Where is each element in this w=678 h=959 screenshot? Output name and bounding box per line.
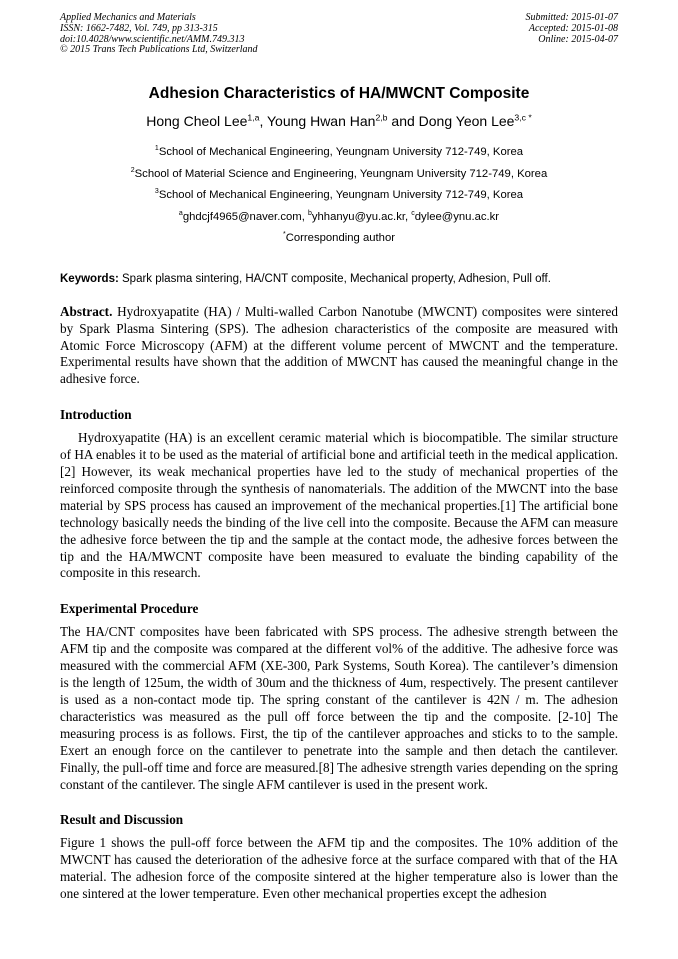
result-and-discussion-paragraph: Figure 1 shows the pull-off force between the AFM tip and the composites. The 10% addition of the MWCNT has caused the deterioration of the adhesive force at the surface compared with that of the HA material. The adhesion force of the composite sintered at the higher temperature also is lower than the one sintered at the lower temperature. Even other mechanical properties except the adhesion bbox=[60, 835, 618, 902]
affiliation-3-superscript: 3 bbox=[154, 188, 159, 196]
author-2-superscript: 2,b bbox=[375, 112, 388, 123]
keywords-label: Keywords: bbox=[60, 272, 119, 285]
abstract-label: Abstract. bbox=[60, 303, 113, 319]
submitted-date: Submitted: 2015-01-07 bbox=[525, 12, 618, 23]
author-separator: , bbox=[259, 113, 267, 130]
email-separator: , bbox=[404, 210, 412, 223]
abstract-text: Hydroxyapatite (HA) / Multi-walled Carbon Nanotube (MWCNT) composites were sintered by Spark Plasma Sintering (SPS). The adhesion characteristics of the composite are measured with Atomic Force Microscopy (AFM) at the different volume percent of MWCNT and the temperature. Experimental results have shown that the addition of MWCNT has caused the meaningful change in the adhesive force. bbox=[60, 303, 618, 387]
online-date: Online: 2015-04-07 bbox=[538, 33, 618, 45]
email-separator: , bbox=[301, 210, 308, 223]
section-heading-experimental-procedure: Experimental Procedure bbox=[60, 601, 199, 617]
affiliation-3 bbox=[60, 185, 618, 207]
section-heading-result-and-discussion: Result and Discussion bbox=[60, 812, 184, 828]
accepted-date: Accepted: 2015-01-08 bbox=[528, 22, 618, 34]
corresponding-author-note bbox=[60, 228, 618, 250]
affiliation-1 bbox=[60, 142, 618, 164]
affiliation-3-text: School of Mechanical Engineering, Yeungnam University 712-749, Korea bbox=[158, 189, 524, 202]
author-separator: and bbox=[387, 113, 419, 130]
introduction-paragraph: Hydroxyapatite (HA) is an excellent ceramic material which is biocompatible. The similar structure of HA enables it to be used as the material of artificial bone and artificial teeth in the medical application.[2] However, its weak mechanical properties have led to the study of mechanical properties of the reinforced composite through the synthesis of nanomaterials. The addition of the MWCNT into the base material by SPS process has caused an improvement of the mechanical properties.[1] The artificial bone technology basically needs the binding of the live cell into the composite. Because the AFM can measure the adhesive force between the tip and the sample at the contact mode, the adhesive forces between the tip and the HA/MWCNT composite have been measured to evaluate the binding capability of the composite in this research. bbox=[60, 430, 618, 581]
affiliation-2-superscript: 2 bbox=[130, 166, 135, 174]
author-3-name: Dong Yeon Lee bbox=[418, 113, 515, 130]
author-1-name: Hong Cheol Lee bbox=[146, 113, 248, 130]
email-2: yhhanyu@yu.ac.kr bbox=[311, 210, 405, 223]
keywords-text: Spark plasma sintering, HA/CNT composite, Mechanical property, Adhesion, Pull off. bbox=[122, 272, 551, 285]
affiliation-2-text: School of Material Science and Engineering, Yeungnam University 712-749, Korea bbox=[134, 167, 548, 180]
affiliation-1-text: School of Mechanical Engineering, Yeungnam University 712-749, Korea bbox=[158, 146, 524, 159]
abstract-paragraph bbox=[60, 304, 618, 389]
journal-doi: doi:10.4028/www.scientific.net/AMM.749.313 bbox=[60, 33, 245, 45]
email-1-superscript: a bbox=[178, 209, 183, 217]
submission-info bbox=[526, 13, 619, 45]
email-2-superscript: b bbox=[307, 209, 312, 217]
section-heading-introduction: Introduction bbox=[60, 407, 132, 423]
journal-copyright: © 2015 Trans Tech Publications Ltd, Switzerland bbox=[60, 44, 258, 56]
email-3-superscript: c bbox=[411, 209, 415, 217]
paper-title: Adhesion Characteristics of HA/MWCNT Composite bbox=[148, 85, 530, 103]
journal-issn-volume: ISSN: 1662-7482, Vol. 749, pp 313-315 bbox=[60, 22, 218, 34]
author-1-superscript: 1,a bbox=[247, 112, 260, 123]
corresponding-text: Corresponding author bbox=[285, 232, 395, 245]
experimental-procedure-paragraph: The HA/CNT composites have been fabricated with SPS process. The adhesive strength between the AFM tip and the composite was compared at the different vol% of the additive. The adhesive force was measured with the commercial AFM (XE-300, Park Systems, South Korea). The cantilever’s dimension is the length of 125um, the width of 30um and the thickness of 4um, respectively. The present cantilever is used as a non-contact mode tip. The spring constant of the cantilever is 42N / m. The adhesion characteristics was measured as the pull off force between the tip and the composite. [2-10] The measuring process is as follows. First, the tip of the cantilever approaches and sticks to to the sample. Exert an enough force on the cantilever to penetrate into the sample and then detach the cantilever. Finally, the pull-off time and force are measured.[8] The adhesive strength varies depending on the spring constant of the cantilever. The single AFM cantilever is used in the present work. bbox=[60, 624, 618, 792]
author-2-name: Young Hwan Han bbox=[267, 113, 376, 130]
journal-header bbox=[60, 13, 618, 56]
keywords-line bbox=[60, 272, 618, 286]
email-3: dylee@ynu.ac.kr bbox=[414, 210, 500, 223]
journal-name: Applied Mechanics and Materials bbox=[60, 12, 196, 23]
email-1: ghdcjf4965@naver.com bbox=[182, 210, 302, 223]
affiliation-2 bbox=[60, 164, 618, 186]
corresponding-asterisk: * bbox=[282, 231, 286, 239]
journal-info bbox=[60, 13, 258, 56]
author-emails bbox=[60, 207, 618, 229]
author-3-superscript: 3,c * bbox=[514, 112, 532, 123]
authors-line bbox=[60, 113, 618, 130]
affiliation-1-superscript: 1 bbox=[154, 145, 159, 153]
